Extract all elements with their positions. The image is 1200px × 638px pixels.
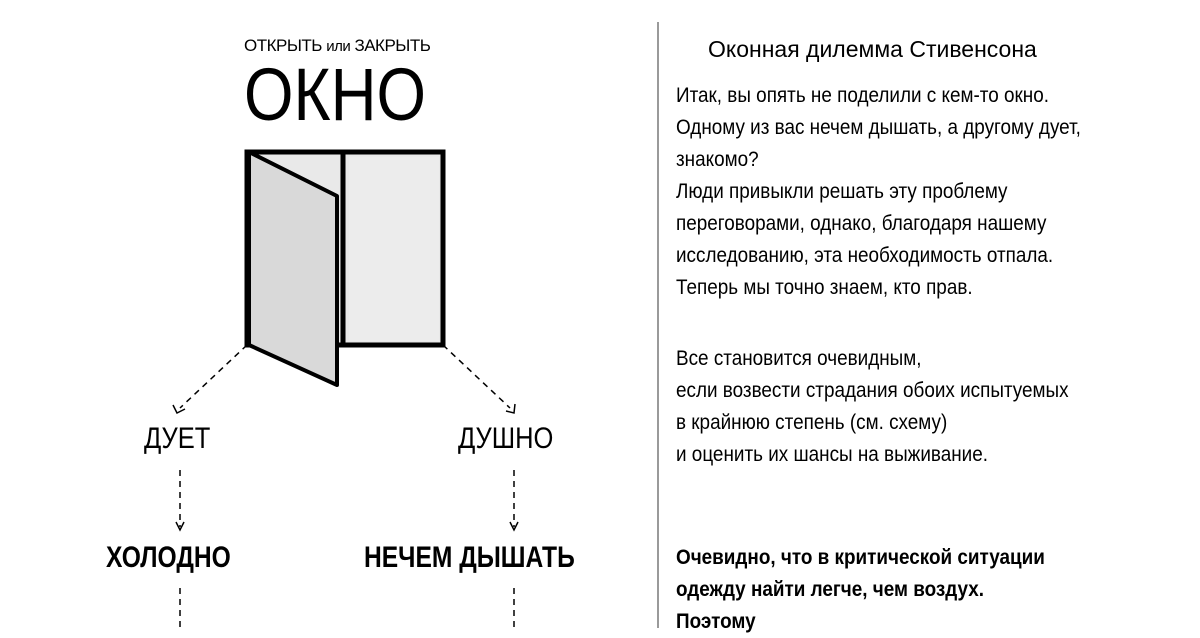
open-label: ОТКРЫТЬ xyxy=(244,36,322,55)
or-label: или xyxy=(326,38,351,55)
right-branch-label: ДУШНО xyxy=(458,422,554,455)
text-line: в крайнюю степень (см. схему) xyxy=(676,411,948,434)
article-title: Оконная дилемма Стивенсона xyxy=(708,36,1037,62)
article-paragraph-2 xyxy=(676,343,1069,471)
column-divider xyxy=(657,22,659,628)
arrowhead-left-diag xyxy=(173,405,185,413)
left-branch-label: ДУЕТ xyxy=(144,422,211,455)
window-right-pane xyxy=(349,157,439,341)
text-line: если возвести страдания обоих испытуемых xyxy=(676,379,1069,402)
arrow-left-diag xyxy=(180,345,247,408)
main-title: ОКНО xyxy=(244,53,427,136)
text-line: и оценить их шансы на выживание. xyxy=(676,443,988,466)
right-branch-result: НЕЧЕМ ДЫШАТЬ xyxy=(364,541,575,574)
article-paragraph-3 xyxy=(676,542,1045,638)
text-line: Теперь мы точно знаем, кто прав. xyxy=(676,276,973,299)
text-line: знакомо? xyxy=(676,148,759,171)
text-line: переговорами, однако, благодаря нашему xyxy=(676,212,1047,235)
window-icon xyxy=(247,152,443,385)
text-line: Итак, вы опять не поделили с кем-то окно. xyxy=(676,84,1049,107)
article-paragraph-1 xyxy=(676,80,1081,304)
left-branch-result: ХОЛОДНО xyxy=(106,541,231,574)
text-line: Очевидно, что в критической ситуации xyxy=(676,546,1045,569)
text-line: Поэтому xyxy=(676,610,756,633)
close-label: ЗАКРЫТЬ xyxy=(354,36,431,55)
text-line: Одному из вас нечем дышать, а другому дует, xyxy=(676,116,1081,139)
text-line: исследованию, эта необходимость отпала. xyxy=(676,244,1054,267)
text-line: Люди привыкли решать эту проблему xyxy=(676,180,1008,203)
text-line: Все становится очевидным, xyxy=(676,347,922,370)
arrow-right-diag xyxy=(443,345,510,408)
text-line: одежду найти легче, чем воздух. xyxy=(676,578,985,601)
